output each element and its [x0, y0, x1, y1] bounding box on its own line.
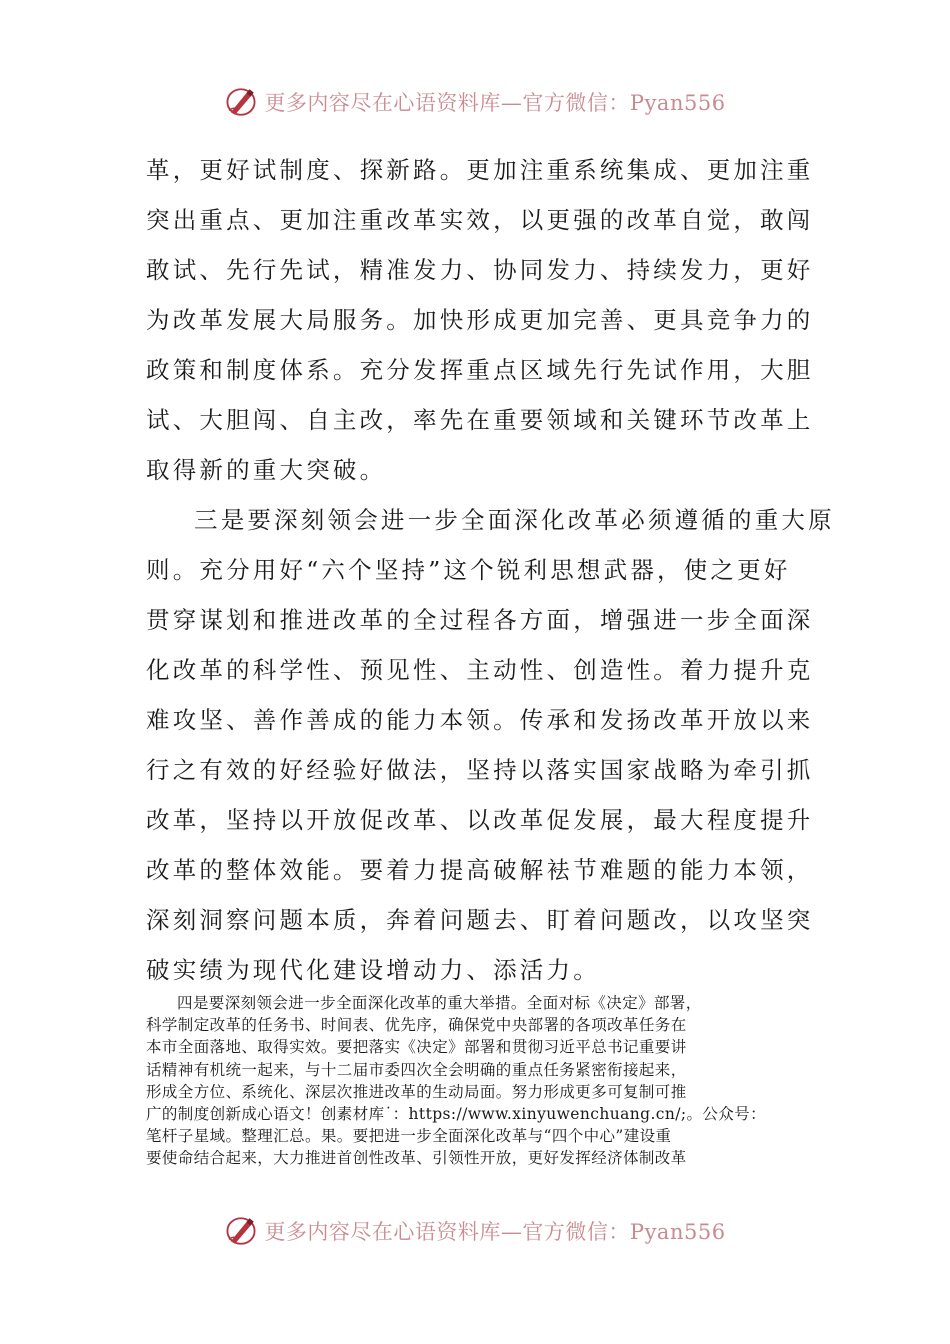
text-line: 行之有效的好经验好做法，坚持以落实国家战略为牵引抓 — [146, 756, 814, 784]
text-line: 化改革的科学性、预见性、主动性、创造性。着力提升克 — [146, 656, 814, 684]
text-line: 深刻洞察问题本质，奔着问题去、盯着问题改，以攻坚突 — [146, 906, 814, 934]
text-line: 要使命结合起来，大力推进首创性改革、引领性开放，更好发挥经济体制改革 — [146, 1149, 687, 1168]
document-body — [146, 145, 835, 995]
text-line: 形成全方位、系统化、深层次推进改革的生动局面。努力形成更多可复制可推 — [146, 1082, 687, 1101]
banner-text: 更多内容尽在心语资料库—官方微信：Pyan556 — [264, 1220, 726, 1244]
text-line: 笔杆子星域。整理汇总。果。要把进一步全面深化改革与“四个中心”建设重 — [146, 1127, 672, 1146]
text-line: 取得新的重大突破。 — [146, 456, 387, 484]
text-line: 改革，坚持以开放促改革、以改革促发展，最大程度提升 — [146, 806, 814, 834]
text-line: 本市全面落地、取得实效。要把落实《决定》部署和贯彻习近平总书记重要讲 — [146, 1038, 687, 1057]
text-line: 政策和制度体系。充分发挥重点区域先行先试作用，大胆 — [146, 356, 814, 384]
pen-nib-logo-icon — [224, 1214, 258, 1248]
banner-text: 更多内容尽在心语资料库—官方微信：Pyan556 — [264, 91, 726, 115]
text-line: 敢试、先行先试，精准发力、协同发力、持续发力，更好 — [146, 256, 814, 284]
text-line: 试、大胆闯、自主改，率先在重要领域和关键环节改革上 — [146, 406, 814, 434]
text-line: 话精神有机统一起来，与十二届市委四次全会明确的重点任务紧密衔接起来， — [146, 1060, 687, 1079]
pen-nib-logo-icon — [224, 85, 258, 119]
paragraph-2 — [146, 495, 835, 995]
text-line: 广的制度创新成心语文！创素材库˙：https://www.xinyuwenchuang.cn/;。公众号： — [146, 1105, 766, 1124]
text-line: 科学制定改革的任务书、时间表、优先序，确保党中央部署的各项改革任务在 — [146, 1016, 687, 1035]
text-line: 则。充分用好“六个坚持”这个锐利思想武器，使之更好 — [146, 556, 791, 584]
text-line: 三是要深刻领会进一步全面深化改革必须遵循的重大原 — [194, 506, 835, 534]
text-line: 四是要深刻领会进一步全面深化改革的重大举措。全面对标《决定》部署， — [177, 994, 702, 1012]
paragraph-1 — [146, 145, 814, 495]
text-line: 破实绩为现代化建设增动力、添活力。 — [146, 956, 600, 984]
text-line: 突出重点、更加注重改革实效，以更强的改革自觉，敢闯 — [146, 206, 814, 234]
text-line: 改革的整体效能。要着力提高破解袪节难题的能力本领， — [146, 856, 814, 884]
text-line: 为改革发展大局服务。加快形成更加完善、更具竞争力的 — [146, 306, 814, 334]
header-watermark-banner — [0, 80, 950, 124]
footer-watermark-banner — [0, 1209, 950, 1253]
text-line: 贯穿谋划和推进改革的全过程各方面，增强进一步全面深 — [146, 606, 814, 634]
paragraph-3 — [146, 992, 816, 1170]
text-line: 革，更好试制度、探新路。更加注重系统集成、更加注重 — [146, 156, 814, 184]
text-line: 难攻坚、善作善成的能力本领。传承和发扬改革开放以来 — [146, 706, 814, 734]
